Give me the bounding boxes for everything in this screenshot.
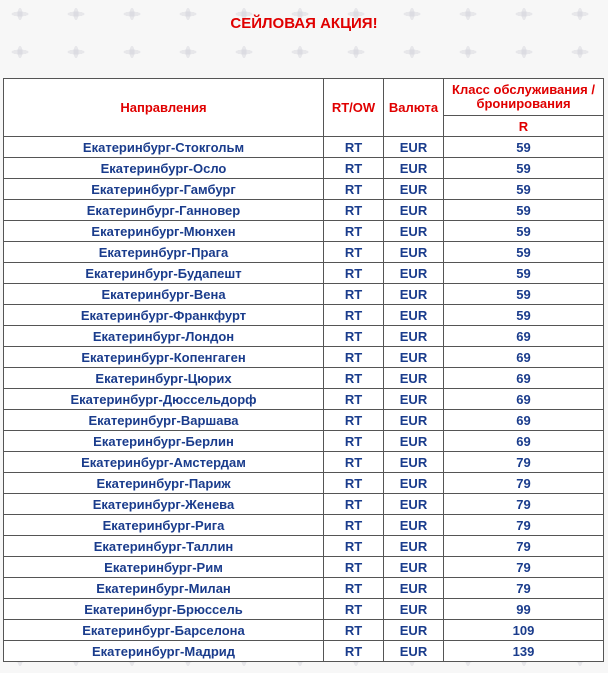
- cell-price: 59: [444, 200, 604, 221]
- cell-rtow: RT: [324, 368, 384, 389]
- cell-currency: EUR: [384, 410, 444, 431]
- cell-price: 59: [444, 158, 604, 179]
- cell-direction: Екатеринбург-Амстердам: [4, 452, 324, 473]
- header-direction: Направления: [4, 79, 324, 137]
- cell-direction: Екатеринбург-Мадрид: [4, 641, 324, 662]
- cell-rtow: RT: [324, 599, 384, 620]
- table-row: [4, 263, 604, 284]
- cell-currency: EUR: [384, 641, 444, 662]
- table-row: [4, 536, 604, 557]
- table-row: [4, 242, 604, 263]
- cell-currency: EUR: [384, 326, 444, 347]
- cell-currency: EUR: [384, 515, 444, 536]
- cell-price: 59: [444, 284, 604, 305]
- table-row: [4, 641, 604, 662]
- cell-rtow: RT: [324, 389, 384, 410]
- cell-price: 79: [444, 557, 604, 578]
- table-row: [4, 620, 604, 641]
- cell-rtow: RT: [324, 431, 384, 452]
- cell-rtow: RT: [324, 452, 384, 473]
- cell-direction: Екатеринбург-Женева: [4, 494, 324, 515]
- cell-rtow: RT: [324, 200, 384, 221]
- cell-rtow: RT: [324, 221, 384, 242]
- cell-currency: EUR: [384, 137, 444, 158]
- cell-direction: Екатеринбург-Берлин: [4, 431, 324, 452]
- cell-direction: Екатеринбург-Милан: [4, 578, 324, 599]
- cell-direction: Екатеринбург-Таллин: [4, 536, 324, 557]
- cell-currency: EUR: [384, 200, 444, 221]
- cell-price: 59: [444, 179, 604, 200]
- cell-rtow: RT: [324, 305, 384, 326]
- table-row: [4, 347, 604, 368]
- cell-rtow: RT: [324, 179, 384, 200]
- cell-price: 79: [444, 473, 604, 494]
- cell-price: 109: [444, 620, 604, 641]
- cell-price: 59: [444, 263, 604, 284]
- cell-direction: Екатеринбург-Париж: [4, 473, 324, 494]
- cell-direction: Екатеринбург-Осло: [4, 158, 324, 179]
- cell-direction: Екатеринбург-Стокгольм: [4, 137, 324, 158]
- cell-currency: EUR: [384, 263, 444, 284]
- cell-price: 99: [444, 599, 604, 620]
- table-row: [4, 389, 604, 410]
- fares-table: [3, 78, 604, 662]
- table-row: [4, 158, 604, 179]
- cell-direction: Екатеринбург-Рига: [4, 515, 324, 536]
- table-row: [4, 284, 604, 305]
- cell-rtow: RT: [324, 137, 384, 158]
- cell-direction: Екатеринбург-Лондон: [4, 326, 324, 347]
- cell-direction: Екатеринбург-Дюссельдорф: [4, 389, 324, 410]
- cell-currency: EUR: [384, 221, 444, 242]
- cell-direction: Екатеринбург-Рим: [4, 557, 324, 578]
- cell-direction: Екатеринбург-Брюссель: [4, 599, 324, 620]
- cell-price: 59: [444, 137, 604, 158]
- cell-currency: EUR: [384, 557, 444, 578]
- table-row: [4, 515, 604, 536]
- cell-direction: Екатеринбург-Барселона: [4, 620, 324, 641]
- cell-rtow: RT: [324, 641, 384, 662]
- cell-currency: EUR: [384, 536, 444, 557]
- table-row: [4, 599, 604, 620]
- cell-rtow: RT: [324, 410, 384, 431]
- table-row: [4, 368, 604, 389]
- cell-price: 79: [444, 452, 604, 473]
- cell-price: 79: [444, 536, 604, 557]
- cell-rtow: RT: [324, 263, 384, 284]
- cell-direction: Екатеринбург-Копенгаген: [4, 347, 324, 368]
- cell-currency: EUR: [384, 179, 444, 200]
- cell-direction: Екатеринбург-Будапешт: [4, 263, 324, 284]
- cell-rtow: RT: [324, 557, 384, 578]
- cell-direction: Екатеринбург-Прага: [4, 242, 324, 263]
- cell-price: 59: [444, 305, 604, 326]
- cell-price: 79: [444, 494, 604, 515]
- table-row: [4, 452, 604, 473]
- cell-price: 59: [444, 242, 604, 263]
- header-class-code: R: [444, 116, 604, 137]
- table-row: [4, 494, 604, 515]
- cell-direction: Екатеринбург-Вена: [4, 284, 324, 305]
- cell-price: 79: [444, 578, 604, 599]
- header-rtow: RT/OW: [324, 79, 384, 137]
- cell-rtow: RT: [324, 347, 384, 368]
- cell-currency: EUR: [384, 473, 444, 494]
- table-row: [4, 578, 604, 599]
- cell-price: 79: [444, 515, 604, 536]
- header-class: Класс обслуживания / бронирования: [444, 79, 604, 116]
- cell-price: 59: [444, 221, 604, 242]
- table-row: [4, 431, 604, 452]
- cell-price: 69: [444, 368, 604, 389]
- cell-currency: EUR: [384, 599, 444, 620]
- table-row: [4, 137, 604, 158]
- cell-currency: EUR: [384, 620, 444, 641]
- page-title: СЕЙЛОВАЯ АКЦИЯ!: [230, 15, 378, 32]
- cell-rtow: RT: [324, 473, 384, 494]
- cell-rtow: RT: [324, 242, 384, 263]
- cell-direction: Екатеринбург-Франкфурт: [4, 305, 324, 326]
- cell-currency: EUR: [384, 452, 444, 473]
- table-row: [4, 305, 604, 326]
- fares-table-body: [4, 137, 604, 662]
- header-currency: Валюта: [384, 79, 444, 137]
- cell-direction: Екатеринбург-Ганновер: [4, 200, 324, 221]
- fares-table-header: [4, 79, 604, 137]
- cell-direction: Екатеринбург-Цюрих: [4, 368, 324, 389]
- table-row: [4, 200, 604, 221]
- table-row: [4, 326, 604, 347]
- cell-price: 69: [444, 347, 604, 368]
- cell-currency: EUR: [384, 578, 444, 599]
- cell-currency: EUR: [384, 305, 444, 326]
- table-row: [4, 557, 604, 578]
- cell-currency: EUR: [384, 347, 444, 368]
- cell-rtow: RT: [324, 578, 384, 599]
- cell-rtow: RT: [324, 158, 384, 179]
- cell-direction: Екатеринбург-Варшава: [4, 410, 324, 431]
- cell-currency: EUR: [384, 242, 444, 263]
- cell-direction: Екатеринбург-Мюнхен: [4, 221, 324, 242]
- cell-price: 69: [444, 410, 604, 431]
- cell-price: 69: [444, 326, 604, 347]
- cell-currency: EUR: [384, 431, 444, 452]
- cell-rtow: RT: [324, 620, 384, 641]
- table-row: [4, 221, 604, 242]
- table-row: [4, 473, 604, 494]
- cell-rtow: RT: [324, 536, 384, 557]
- cell-rtow: RT: [324, 326, 384, 347]
- cell-rtow: RT: [324, 515, 384, 536]
- cell-price: 69: [444, 389, 604, 410]
- table-row: [4, 179, 604, 200]
- cell-rtow: RT: [324, 284, 384, 305]
- cell-currency: EUR: [384, 158, 444, 179]
- cell-currency: EUR: [384, 284, 444, 305]
- cell-currency: EUR: [384, 389, 444, 410]
- cell-price: 69: [444, 431, 604, 452]
- cell-direction: Екатеринбург-Гамбург: [4, 179, 324, 200]
- cell-currency: EUR: [384, 368, 444, 389]
- table-row: [4, 410, 604, 431]
- cell-currency: EUR: [384, 494, 444, 515]
- cell-price: 139: [444, 641, 604, 662]
- cell-rtow: RT: [324, 494, 384, 515]
